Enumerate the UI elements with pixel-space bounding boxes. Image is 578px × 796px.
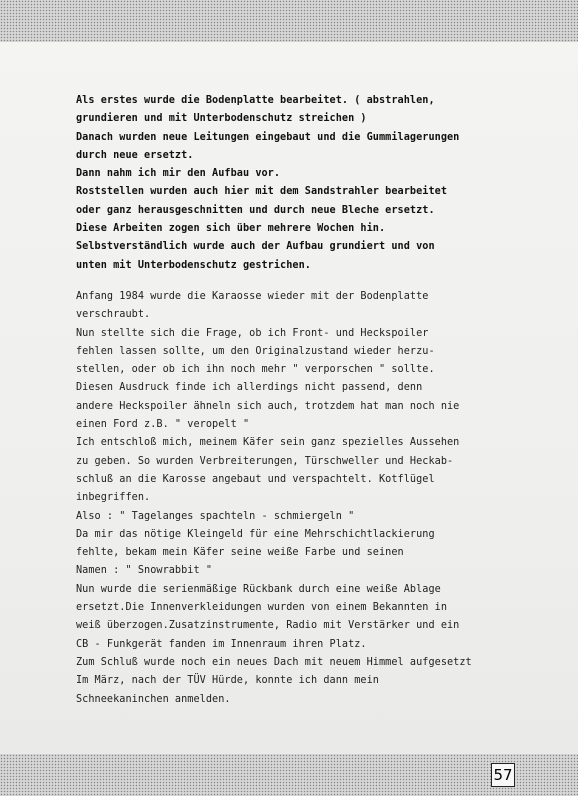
text-line: fehlen lassen sollte, um den Originalzustand wieder herzu-	[76, 345, 435, 357]
text-line: Zum Schluß wurde noch ein neues Dach mit neuem Himmel aufgesetzt	[76, 656, 472, 668]
page-number: 57	[491, 763, 515, 787]
text-line: Da mir das nötige Kleingeld für eine Mehrschichtlackierung	[76, 528, 435, 540]
text-line: Als erstes wurde die Bodenplatte bearbeitet. ( abstrahlen,	[76, 95, 435, 106]
text-line: zu geben. So wurden Verbreiterungen, Türschweller und Heckab-	[76, 455, 454, 467]
body-text	[76, 92, 546, 709]
text-line: fehlte, bekam mein Käfer seine weiße Farbe und seinen	[76, 547, 404, 559]
text-line: einen Ford z.B. " veropelt "	[76, 419, 250, 431]
text-line: Namen : " Snowrabbit "	[76, 565, 213, 577]
text-line: Dann nahm ich mir den Aufbau vor.	[76, 168, 281, 180]
paragraph-2	[76, 288, 546, 709]
text-line: CB - Funkgerät fanden im Innenraum ihren Platz.	[76, 638, 367, 650]
text-line: Nun wurde die serienmäßige Rückbank durch eine weiße Ablage	[76, 583, 441, 595]
text-line: stellen, oder ob ich ihn noch mehr " verporschen " sollte.	[76, 364, 435, 376]
text-line: inbegriffen.	[76, 492, 151, 504]
text-line: Diesen Ausdruck finde ich allerdings nicht passend, denn	[76, 382, 423, 394]
top-dot-band	[0, 0, 578, 42]
text-line: Ich entschloß mich, meinem Käfer sein ganz spezielles Aussehen	[76, 437, 460, 449]
text-line: Danach wurden neue Leitungen eingebaut und die Gummilagerungen	[76, 131, 460, 143]
text-line: schluß an die Karosse angebaut und verspachtelt. Kotflügel	[76, 473, 435, 485]
text-line: grundieren und mit Unterbodenschutz streichen )	[76, 113, 367, 125]
text-line: andere Heckspoiler ähneln sich auch, trotzdem hat man noch nie	[76, 400, 460, 412]
text-line: Anfang 1984 wurde die Karaosse wieder mit der Bodenplatte	[76, 290, 429, 302]
text-line: Schneekaninchen anmelden.	[76, 693, 231, 705]
text-line: Diese Arbeiten zogen sich über mehrere Wochen hin.	[76, 223, 386, 235]
text-line: weiß überzogen.Zusatzinstrumente, Radio mit Verstärker und ein	[76, 620, 460, 632]
text-line: Also : " Tagelanges spachteln - schmiergeln "	[76, 510, 355, 522]
text-line: ersetzt.Die Innenverkleidungen wurden von einem Bekannten in	[76, 602, 448, 614]
text-line: Selbstverständlich wurde auch der Aufbau grundiert und von	[76, 241, 435, 253]
text-line: verschraubt.	[76, 309, 151, 321]
text-line: durch neue ersetzt.	[76, 149, 194, 161]
text-line: unten mit Unterbodenschutz gestrichen.	[76, 259, 311, 271]
text-line: Nun stellte sich die Frage, ob ich Front- und Heckspoiler	[76, 327, 429, 339]
text-line: oder ganz herausgeschnitten und durch neue Bleche ersetzt.	[76, 204, 435, 216]
text-line: Roststellen wurden auch hier mit dem Sandstrahler bearbeitet	[76, 186, 448, 198]
text-line: Im März, nach der TÜV Hürde, konnte ich dann mein	[76, 675, 379, 687]
paragraph-1	[76, 92, 546, 275]
